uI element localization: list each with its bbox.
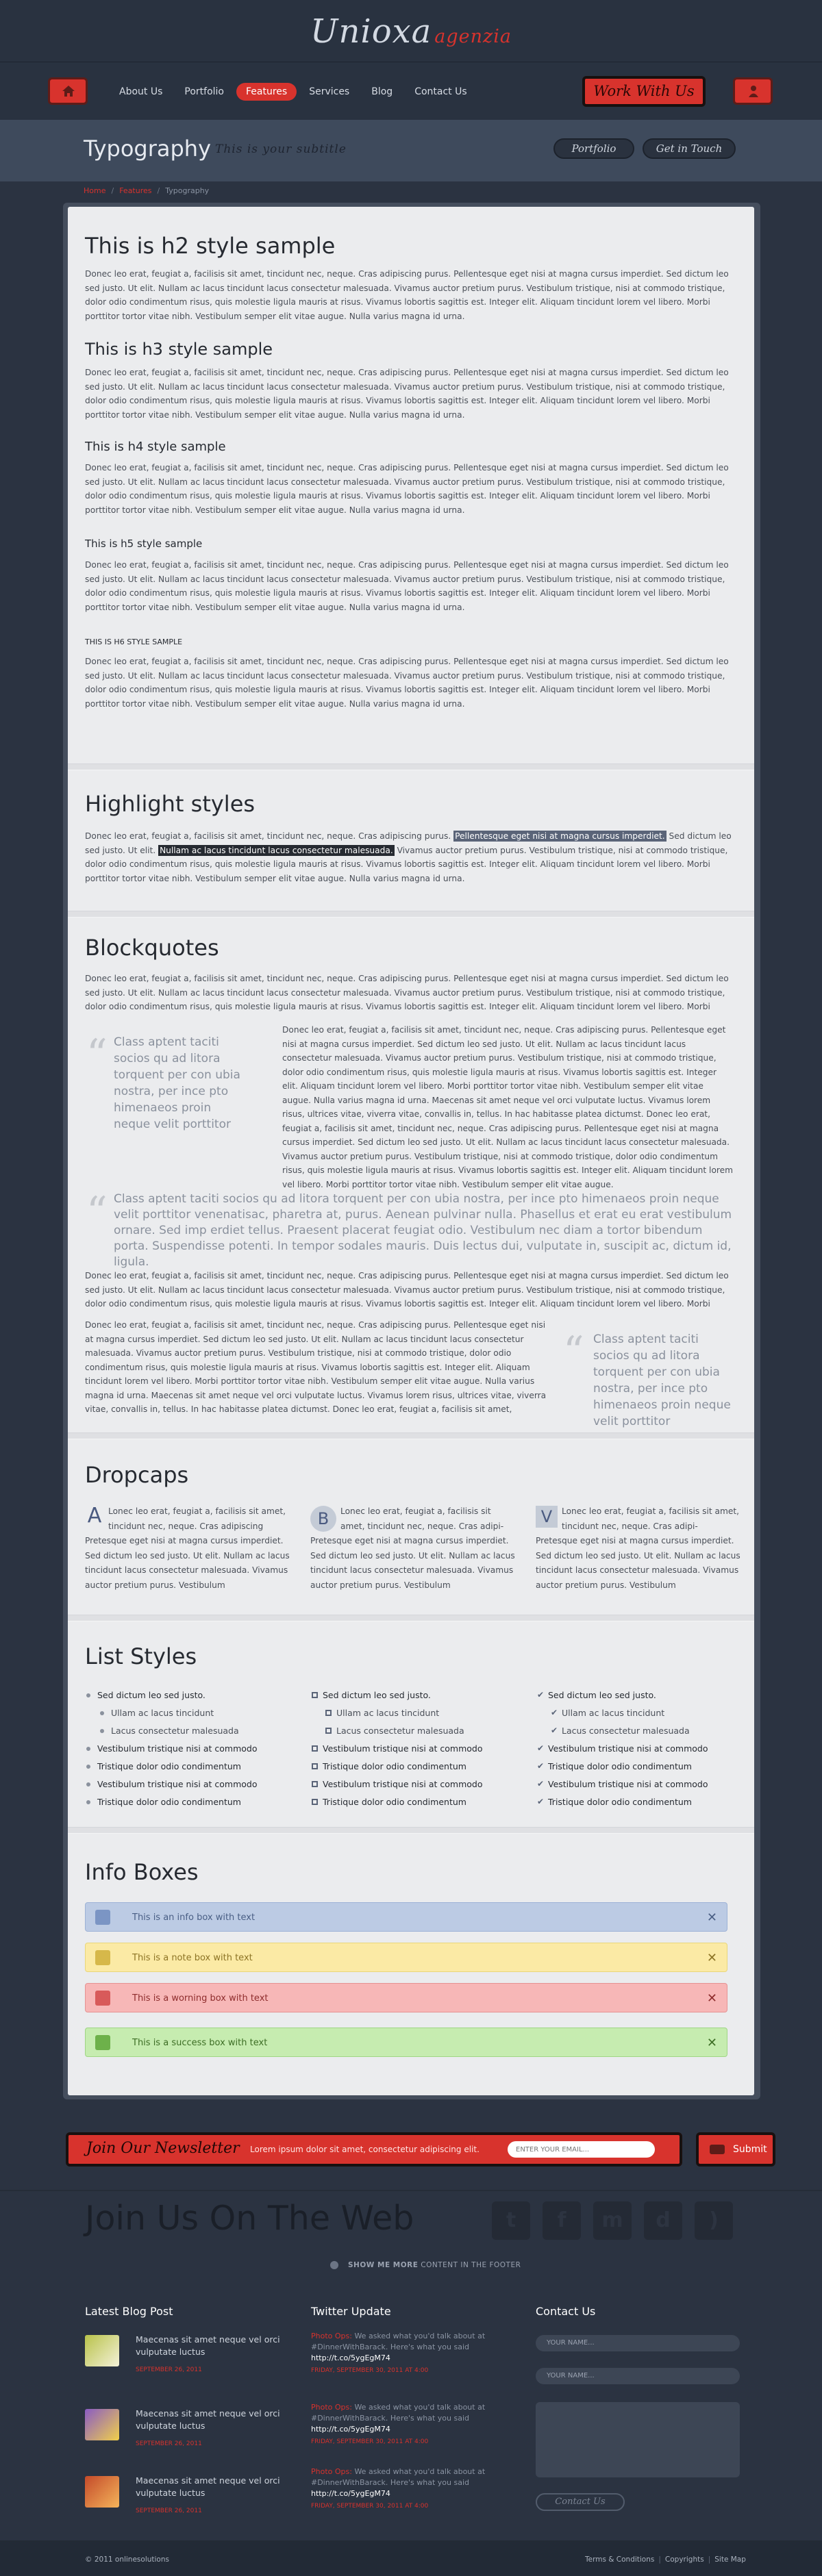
close-icon[interactable]: ✕ bbox=[706, 1991, 717, 2006]
check-icon: ✔ bbox=[551, 1726, 558, 1735]
user-button[interactable] bbox=[733, 77, 773, 105]
pullquote-right: Class aptent taciti socios qu ad litora torquent per con ubia nostra, per ince pto himenaeos proin neque velit porttitor bbox=[593, 1333, 731, 1428]
square-bullet-icon bbox=[312, 1781, 318, 1787]
check-icon: ✔ bbox=[537, 1797, 545, 1806]
blockquote-intro: Donec leo erat, feugiat a, facilisis sit amet, tincidunt nec, neque. Cras adipiscing purus. Pellentesque eget nisi at magna cursus imperdiet. Sed dictum leo sed justo. Ut elit. Nullam ac lacus tincidunt lacus consectetur malesuada. Vivamus auctor pretium purus. Vestibulum tristique, nisi at commodo tristique, dolor odio condimentum risus, quis molestie ligula mauris at risus. Vivamus lobortis sagittis est. Integer elit. Aliquam tincidunt lorem vel libero. Morbi bbox=[85, 974, 729, 1011]
post-thumbnail bbox=[85, 2476, 119, 2508]
list-item: ✔ Tristique dolor odio condimentum bbox=[537, 1797, 692, 1807]
check-icon: ✔ bbox=[537, 1690, 545, 1700]
dropcap-letter: B bbox=[310, 1506, 336, 1532]
tweet-link[interactable]: http://t.co/5ygEgM74 bbox=[311, 2489, 390, 2498]
delicious-icon[interactable]: d bbox=[644, 2201, 682, 2240]
section-divider bbox=[68, 1432, 754, 1439]
footer-link-copyrights[interactable]: Copyrights bbox=[664, 2555, 704, 2564]
dropcap-circle bbox=[310, 1504, 516, 1592]
section-divider bbox=[68, 911, 754, 918]
get-in-touch-button[interactable]: Get in Touch bbox=[643, 138, 736, 159]
tweet: Photo Ops: We asked what you'd talk about at #DinnerWithBarack. Here's what you said http://t.co/5ygEgM74 FRIDAY, SEPTEMBER 30, 2011 AT 4:00 bbox=[311, 2466, 516, 2512]
logo[interactable] bbox=[0, 12, 822, 51]
bullet-list bbox=[85, 1687, 290, 1811]
nav-blog[interactable]: Blog bbox=[371, 86, 393, 97]
tweet: Photo Ops: We asked what you'd talk about at #DinnerWithBarack. Here's what you said http://t.co/5ygEgM74 FRIDAY, SEPTEMBER 30, 2011 AT 4:00 bbox=[311, 2402, 516, 2447]
contact-name-field[interactable]: YOUR NAME... bbox=[536, 2335, 740, 2351]
tweet-date: FRIDAY, SEPTEMBER 30, 2011 AT 4:00 bbox=[311, 2367, 429, 2374]
list-item: Tristique dolor odio condimentum bbox=[310, 1793, 516, 1811]
h6-paragraph: Donec leo erat, feugiat a, facilisis sit amet, tincidunt nec, neque. Cras adipiscing purus. Pellentesque eget nisi at magna cursus imperdiet. Sed dictum leo sed justo. Ut elit. Nullam ac lacus tincidunt lacus consectetur malesuada. Vivamus auctor pretium purus. Vestibulum tristique, nisi at commodo tristique, dolor odio condimentum risus, quis molestie ligula mauris at risus. Vivamus lobortis sagittis est. Integer elit. Aliquam tincidunt lorem vel libero. Morbi porttitor tortor vitae nibh. Vestibulum semper elit vitae augue. Nulla varius magna id urna. bbox=[85, 657, 729, 709]
blockquote-right-text: Donec leo erat, feugiat a, facilisis sit amet, tincidunt nec, neque. Cras adipiscing purus. Pellentesque eget nisi at magna cursus imperdiet. Sed dictum leo sed justo. Ut elit. Nullam ac lacus tincidunt lacus consectetur malesuada. Vivamus auctor pretium purus. Vestibulum tristique, nisi at commodo tristique, dolor odio condimentum risus, quis molestie ligula mauris at risus. Vivamus lobortis sagittis est. Integer elit. Aliquam tincidunt lorem vel libero. Morbi porttitor tortor vitae nibh. Vestibulum semper elit vitae augue. Nulla varius magna id urna. Maecenas sit amet neque vel orci vulputate luctus. Vivamus lorem risus, ultrices vitae, viverra vitae, convallis in, tellus. In hac habitasse platea dictumst. Donec leo erat, feugiat a, facilisis sit amet, tincidunt nec, neque. Cras adipiscing purus. Pellentesque eget nisi at magna cursus imperdiet. Sed dictum leo sed justo. Ut elit. Nullam ac lacus tincidunt lacus consectetur malesuada. Vivamus auctor pretium purus. Vestibulum tristique, nisi at commodo tristique, dolor odio condimentum risus, quis molestie ligula mauris at risus. Vivamus lobortis sagittis est. Integer elit. Aliquam tincidunt lorem vel libero. Morbi porttitor tortor vitae nibh. Vestibulum semper elit vitae augue. bbox=[282, 1025, 734, 1189]
info-box-text: This is an info box with text bbox=[132, 1912, 256, 1923]
list-item: ✔ Vestibulum tristique nisi at commodo bbox=[537, 1743, 708, 1754]
footer-divider bbox=[0, 2190, 822, 2191]
note-icon bbox=[95, 1950, 110, 1965]
h5-sample: This is h5 style sample bbox=[85, 538, 203, 550]
list-item: Ullam ac lacus tincidunt bbox=[85, 1704, 290, 1722]
newsletter-title: Join Our Newsletter bbox=[86, 2140, 240, 2157]
dropcaps-section bbox=[85, 1462, 734, 1488]
nav-contact[interactable]: Contact Us bbox=[414, 86, 467, 97]
infoboxes-section bbox=[85, 1859, 734, 1885]
square-list bbox=[310, 1687, 516, 1811]
list-item: Tristique dolor odio condimentum bbox=[85, 1758, 290, 1776]
highlight-section bbox=[85, 791, 734, 885]
success-box bbox=[85, 2028, 727, 2057]
main-nav bbox=[110, 83, 480, 101]
tweet-link[interactable]: http://t.co/5ygEgM74 bbox=[311, 2353, 390, 2362]
blockquote-left-text: Donec leo erat, feugiat a, facilisis sit amet, tincidunt nec, neque. Cras adipiscing purus. Pellentesque eget nisi at magna cursus imperdiet. Sed dictum leo sed justo. Ut elit. Nullam ac lacus tincidunt lacus consectetur malesuada. Vivamus auctor pretium purus. Vestibulum tristique, nisi at commodo tristique, dolor odio condimentum risus, quis molestie ligula mauris at risus. Vivamus lobortis sagittis est. Integer elit. Aliquam tincidunt lorem vel libero. Morbi porttitor tortor vitae nibh. Vestibulum semper elit vitae augue. Nulla varius magna id urna. Maecenas sit amet neque vel orci vulputate luctus. Vivamus lorem risus, ultrices vitae, viverra vitae, convallis in, tellus. In hac habitasse platea dictumst. Donec leo erat, feugiat a, facilisis sit amet, bbox=[85, 1320, 547, 1414]
blog-title: Latest Blog Post bbox=[85, 2305, 173, 2318]
toggle-icon bbox=[330, 2261, 338, 2269]
post-title[interactable]: Maecenas sit amet neque vel orci vulputate luctus bbox=[136, 2475, 280, 2498]
highlight-text-a: Donec leo erat, feugiat a, facilisis sit amet, tincidunt nec, neque. Cras adipiscing purus. bbox=[85, 831, 454, 841]
list-item: Tristique dolor odio condimentum bbox=[310, 1758, 516, 1776]
h4-paragraph: Donec leo erat, feugiat a, facilisis sit amet, tincidunt nec, neque. Cras adipiscing purus. Pellentesque eget nisi at magna cursus imperdiet. Sed dictum leo sed justo. Ut elit. Nullam ac lacus tincidunt lacus consectetur malesuada. Vivamus auctor pretium purus. Vestibulum tristique, nisi at commodo tristique, dolor odio condimentum risus, quis molestie ligula mauris at risus. Vivamus lobortis sagittis est. Integer elit. Aliquam tincidunt lorem vel libero. Morbi porttitor tortor vitae nibh. Vestibulum semper elit vitae augue. Nulla varius magna id urna. bbox=[85, 463, 729, 515]
contact-title: Contact Us bbox=[536, 2305, 596, 2318]
dropcap-text: Lonec leo erat, feugiat a, facilisis sit amet, tincidunt nec, neque. Cras adipi- Pretesque eget nisi at magna cursus imperdiet. Sed dictum leo sed justo. Ut elit. Nullam ac lacus tincidunt lacus consectetur malesuada. Vivamus auctor pretium purus. Vestibulum bbox=[310, 1506, 515, 1590]
facebook-icon[interactable]: f bbox=[543, 2201, 581, 2240]
blockquote-after: Donec leo erat, feugiat a, facilisis sit amet, tincidunt nec, neque. Cras adipiscing purus. Pellentesque eget nisi at magna cursus imperdiet. Sed dictum leo sed justo. Ut elit. Nullam ac lacus tincidunt lacus consectetur malesuada. Vivamus auctor pretium purus. Vestibulum tristique, nisi at commodo tristique, dolor odio condimentum risus, quis molestie ligula mauris at risus. Vivamus lobortis sagittis est. Integer elit. Aliquam tincidunt lorem vel libero. Morbi bbox=[85, 1271, 729, 1309]
list-item: Sed dictum leo sed justo. bbox=[85, 1687, 290, 1704]
footer-toggle[interactable]: SHOW ME MORE CONTENT IN THE FOOTER bbox=[330, 2261, 521, 2269]
lists-section bbox=[85, 1643, 734, 1669]
tweet-link[interactable]: http://t.co/5ygEgM74 bbox=[311, 2425, 390, 2434]
list-item: ✔ Sed dictum leo sed justo. bbox=[537, 1690, 656, 1700]
contact-message-field[interactable] bbox=[536, 2402, 740, 2477]
logo-name: Unioxa bbox=[310, 12, 432, 51]
rss-icon[interactable]: ) bbox=[695, 2201, 733, 2240]
blockquote: Class aptent taciti socios qu ad litora torquent per con ubia nostra, per ince pto himenaeos proin neque velit porttitor venenatisac, pharetra at, purus. Aenean pulvinar nulla. Phasellus et erat eu erat vestibulum ornare. Sed imp erdiet tellus. Praesent placerat feugiat odio. Vestibulum nec diam a tortor bibendum porta. Suspendisse potenti. In tempor sodales mauris. Duis lectus dui, vulputate in, suscipit ac, dictum id, ligula. bbox=[114, 1192, 732, 1269]
list-item: Ullam ac lacus tincidunt bbox=[310, 1704, 516, 1722]
square-bullet-icon bbox=[325, 1710, 332, 1716]
h3-paragraph: Donec leo erat, feugiat a, facilisis sit amet, tincidunt nec, neque. Cras adipiscing purus. Pellentesque eget nisi at magna cursus imperdiet. Sed dictum leo sed justo. Ut elit. Nullam ac lacus tincidunt lacus consectetur malesuada. Vivamus auctor pretium purus. Vestibulum tristique, nisi at commodo tristique, dolor odio condimentum risus, quis molestie ligula mauris at risus. Vivamus lobortis sagittis est. Integer elit. Aliquam tincidunt lorem vel libero. Morbi porttitor tortor vitae nibh. Vestibulum semper elit vitae augue. Nulla varius magna id urna. bbox=[85, 368, 729, 420]
check-icon: ✔ bbox=[551, 1708, 558, 1717]
submit-label: Submit bbox=[733, 2144, 767, 2155]
highlight-text-b: Sed dictum leo sed justo. Ut elit. bbox=[85, 831, 732, 855]
twitter-icon[interactable]: t bbox=[492, 2201, 530, 2240]
breadcrumb-home[interactable]: Home bbox=[84, 186, 106, 195]
pullquote-left: Class aptent taciti socios qu ad litora torquent per con ubia nostra, per ince pto himenaeos proin neque velit porttitor bbox=[114, 1035, 240, 1131]
lists-title: List Styles bbox=[85, 1643, 197, 1669]
success-box-text: This is a success box with text bbox=[132, 2038, 268, 2048]
tweet-date: FRIDAY, SEPTEMBER 30, 2011 AT 4:00 bbox=[311, 2503, 429, 2510]
post-thumbnail bbox=[85, 2335, 119, 2366]
square-bullet-icon bbox=[312, 1745, 318, 1752]
post-title[interactable]: Maecenas sit amet neque vel orci vulputate luctus bbox=[136, 2408, 280, 2431]
list-item: Tristique dolor odio condimentum bbox=[85, 1793, 290, 1811]
list-item: ✔ Lacus consectetur malesuada bbox=[551, 1726, 690, 1736]
footer-link-sitemap[interactable]: Site Map bbox=[714, 2555, 746, 2564]
dropcap-letter: A bbox=[87, 1504, 102, 1528]
h2-sample: This is h2 style sample bbox=[85, 233, 336, 259]
newsletter-submit-button[interactable] bbox=[696, 2132, 775, 2167]
tweet: Photo Ops: We asked what you'd talk about at #DinnerWithBarack. Here's what you said http://t.co/5ygEgM74 FRIDAY, SEPTEMBER 30, 2011 AT 4:00 bbox=[311, 2331, 516, 2376]
bullet-icon bbox=[86, 1800, 90, 1804]
bullet-icon bbox=[86, 1693, 90, 1697]
list-item: Lacus consectetur malesuada bbox=[85, 1722, 290, 1740]
h2-paragraph: Donec leo erat, feugiat a, facilisis sit amet, tincidunt nec, neque. Cras adipiscing purus. Pellentesque eget nisi at magna cursus imperdiet. Sed dictum leo sed justo. Ut elit. Nullam ac lacus tincidunt lacus consectetur malesuada. Vivamus auctor pretium purus. Vestibulum tristique, nisi at commodo tristique, dolor odio condimentum risus, quis molestie ligula mauris at risus. Vivamus lobortis sagittis est. Integer elit. Aliquam tincidunt lorem vel libero. Morbi porttitor tortor vitae nibh. Vestibulum semper elit vitae augue. Nulla varius magna id urna. bbox=[85, 269, 729, 321]
highlight-mark-2: Nullam ac lacus tincidunt lacus consectetur malesuada. bbox=[160, 845, 393, 855]
h5-paragraph: Donec leo erat, feugiat a, facilisis sit amet, tincidunt nec, neque. Cras adipiscing purus. Pellentesque eget nisi at magna cursus imperdiet. Sed dictum leo sed justo. Ut elit. Nullam ac lacus tincidunt lacus consectetur malesuada. Vivamus auctor pretium purus. Vestibulum tristique, nisi at commodo tristique, dolor odio condimentum risus, quis molestie ligula mauris at risus. Vivamus lobortis sagittis est. Integer elit. Aliquam tincidunt lorem vel libero. Morbi porttitor tortor vitae nibh. Vestibulum semper elit vitae augue. Nulla varius magna id urna. bbox=[85, 560, 729, 612]
bullet-icon bbox=[86, 1782, 90, 1786]
section-divider bbox=[68, 1827, 754, 1834]
dropcap-letter: V bbox=[536, 1506, 558, 1528]
note-box-text: This is a note box with text bbox=[132, 1953, 253, 1963]
square-bullet-icon bbox=[312, 1692, 318, 1698]
post-date: SEPTEMBER 26, 2011 bbox=[136, 2366, 202, 2373]
quote-mark-icon: “ bbox=[86, 1031, 108, 1078]
info-icon bbox=[95, 1910, 110, 1925]
list-item: Vestibulum tristique nisi at commodo bbox=[310, 1740, 516, 1758]
logo-suffix: agenzia bbox=[434, 26, 512, 47]
bullet-icon bbox=[100, 1729, 104, 1733]
square-bullet-icon bbox=[312, 1799, 318, 1805]
check-list bbox=[536, 1687, 741, 1811]
post-thumbnail bbox=[85, 2409, 119, 2440]
breadcrumb: Home / Features / Typography bbox=[84, 186, 210, 195]
blockquotes-title: Blockquotes bbox=[85, 935, 219, 961]
mail-icon bbox=[710, 2145, 725, 2154]
section-divider bbox=[68, 763, 754, 770]
h3-sample: This is h3 style sample bbox=[85, 340, 273, 359]
close-icon[interactable]: ✕ bbox=[706, 1951, 717, 1965]
headings-section bbox=[85, 233, 734, 711]
home-button[interactable] bbox=[48, 77, 88, 105]
copyright: © 2011 onlinesolutions bbox=[85, 2555, 169, 2564]
footer-links: Terms & Conditions | Copyrights | Site Map bbox=[585, 2555, 746, 2564]
blockquotes-section bbox=[85, 935, 734, 1014]
h6-sample: THIS IS H6 STYLE SAMPLE bbox=[85, 637, 183, 646]
user-icon bbox=[749, 85, 758, 97]
warning-box bbox=[85, 1983, 727, 2012]
h4-sample: This is h4 style sample bbox=[85, 440, 226, 454]
list-item: Lacus consectetur malesuada bbox=[310, 1722, 516, 1740]
bullet-icon bbox=[100, 1711, 104, 1715]
square-bullet-icon bbox=[325, 1728, 332, 1734]
home-icon bbox=[62, 86, 75, 97]
page-subtitle: This is your subtitle bbox=[215, 142, 347, 156]
footer-link-terms[interactable]: Terms & Conditions bbox=[585, 2555, 655, 2564]
dropcap-text: Lonec leo erat, feugiat a, facilisis sit amet, tincidunt nec, neque. Cras adipiscing Pretesque eget nisi at magna cursus imperdiet. Sed dictum leo sed justo. Ut elit. Nullam ac lacus tincidunt lacus consectetur malesuada. Vivamus auctor pretium purus. Vestibulum bbox=[85, 1506, 290, 1590]
page-title: Typography bbox=[84, 136, 211, 162]
portfolio-button[interactable]: Portfolio bbox=[553, 138, 634, 159]
tweet-date: FRIDAY, SEPTEMBER 30, 2011 AT 4:00 bbox=[311, 2438, 429, 2445]
newsletter-email-input[interactable] bbox=[508, 2141, 655, 2158]
success-icon bbox=[95, 2035, 110, 2050]
contact-submit-button[interactable]: Contact Us bbox=[536, 2493, 625, 2511]
dropcap-plain bbox=[85, 1504, 290, 1592]
post-date: SEPTEMBER 26, 2011 bbox=[136, 2508, 202, 2514]
dropcap-square bbox=[536, 1504, 741, 1592]
nav-portfolio[interactable]: Portfolio bbox=[184, 86, 224, 97]
list-item: Vestibulum tristique nisi at commodo bbox=[85, 1776, 290, 1793]
nav-features[interactable]: Features bbox=[236, 83, 297, 101]
highlight-title: Highlight styles bbox=[85, 791, 256, 817]
note-box bbox=[85, 1943, 727, 1972]
post-title[interactable]: Maecenas sit amet neque vel orci vulputate luctus bbox=[136, 2334, 280, 2357]
highlight-paragraph bbox=[85, 829, 734, 885]
square-bullet-icon bbox=[312, 1763, 318, 1769]
check-icon: ✔ bbox=[537, 1761, 545, 1771]
contact-email-field[interactable]: YOUR NAME... bbox=[536, 2368, 740, 2384]
newsletter-text: Lorem ipsum dolor sit amet, consectetur adipiscing elit. bbox=[250, 2145, 480, 2154]
bullet-icon bbox=[86, 1765, 90, 1769]
quote-mark-icon: “ bbox=[86, 1188, 108, 1236]
check-icon: ✔ bbox=[537, 1743, 545, 1753]
post-date: SEPTEMBER 26, 2011 bbox=[136, 2440, 202, 2447]
warning-box-text: This is a worning box with text bbox=[132, 1993, 269, 2004]
list-item: Vestibulum tristique nisi at commodo bbox=[85, 1740, 290, 1758]
check-icon: ✔ bbox=[537, 1779, 545, 1789]
warning-icon bbox=[95, 1991, 110, 2006]
join-us-title: Join Us On The Web bbox=[85, 2199, 414, 2238]
nav-services[interactable]: Services bbox=[309, 86, 350, 97]
bullet-icon bbox=[86, 1747, 90, 1751]
list-item: ✔ Vestibulum tristique nisi at commodo bbox=[537, 1779, 708, 1789]
section-divider bbox=[68, 1615, 754, 1621]
nav-about[interactable]: About Us bbox=[119, 86, 163, 97]
dropcap-text: Lonec leo erat, feugiat a, facilisis sit amet, tincidunt nec, neque. Cras adipi- Pretesque eget nisi at magna cursus imperdiet. Sed dictum leo sed justo. Ut elit. Nullam ac lacus tincidunt lacus consectetur malesuada. Vivamus auctor pretium purus. Vestibulum bbox=[536, 1506, 740, 1590]
dropcaps-title: Dropcaps bbox=[85, 1462, 189, 1488]
quote-mark-icon: “ bbox=[563, 1328, 584, 1376]
info-box bbox=[85, 1902, 727, 1932]
twitter-title: Twitter Update bbox=[311, 2305, 391, 2318]
list-item: Sed dictum leo sed justo. bbox=[310, 1687, 516, 1704]
newsletter-bar bbox=[66, 2132, 682, 2167]
infoboxes-title: Info Boxes bbox=[85, 1859, 199, 1885]
highlight-mark-1: Pellentesque eget nisi at magna cursus imperdiet. bbox=[455, 831, 665, 841]
close-icon[interactable]: ✕ bbox=[706, 2036, 717, 2050]
breadcrumb-current: Typography bbox=[165, 186, 210, 195]
work-with-us-button[interactable]: Work With Us bbox=[582, 76, 706, 107]
highlight-text-c: Vivamus auctor pretium purus. Vestibulum tristique, nisi at commodo tristique, dolor odio condimentum risus, quis molestie ligula mauris at risus. Vivamus lobortis sagittis est. Integer elit. Aliquam tincidunt lorem vel libero. Morbi porttitor tortor vitae nibh. Vestibulum semper elit vitae augue. Nulla varius magna id urna. bbox=[85, 845, 728, 883]
close-icon[interactable]: ✕ bbox=[706, 1910, 717, 1925]
list-item: ✔ Tristique dolor odio condimentum bbox=[537, 1761, 692, 1771]
list-item: Vestibulum tristique nisi at commodo bbox=[310, 1776, 516, 1793]
breadcrumb-features[interactable]: Features bbox=[119, 186, 152, 195]
myspace-icon[interactable]: m bbox=[593, 2201, 632, 2240]
list-item: ✔ Ullam ac lacus tincidunt bbox=[551, 1708, 665, 1718]
